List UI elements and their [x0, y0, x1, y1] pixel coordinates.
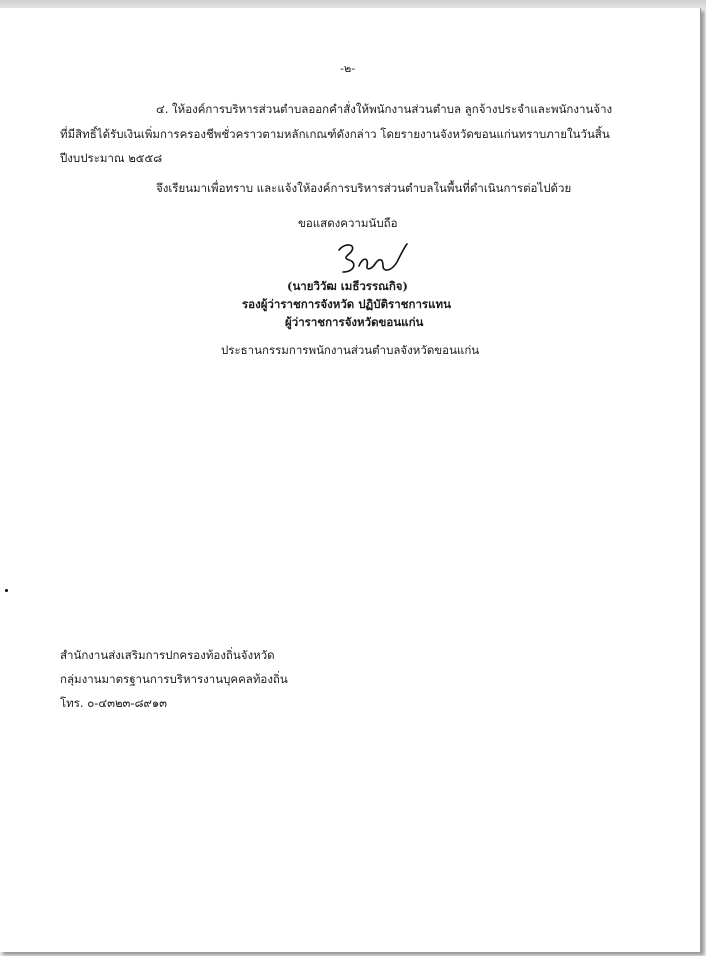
- paragraph-4-line-3: ปีงบประมาณ ๒๕๕๘: [60, 151, 163, 165]
- office-phone: โทร. ๐-๔๓๒๓-๘๙๑๓: [60, 696, 168, 710]
- signer-name: (นายวิวัฒ เมธีวรรณกิจ): [287, 279, 408, 293]
- signer-position-governor: ผู้ว่าราชการจังหวัดขอนแก่น: [285, 315, 424, 329]
- page-number: -๒-: [340, 62, 356, 75]
- paragraph-4-line-1: ๔. ให้องค์การบริหารส่วนตำบลออกคำสั่งให้พนักงานส่วนตำบล ลูกจ้างประจำและพนักงานจ้าง: [156, 102, 613, 116]
- signer-position-chairman: ประธานกรรมการพนักงานส่วนตำบลจังหวัดขอนแก่น: [221, 343, 480, 357]
- document-page: [0, 8, 701, 952]
- office-department: กลุ่มงานมาตรฐานการบริหารงานบุคคลท้องถิ่น: [60, 672, 288, 686]
- viewer-top-edge: [0, 0, 706, 8]
- closing-salutation: ขอแสดงความนับถือ: [298, 216, 398, 230]
- request-line: จึงเรียนมาเพื่อทราบ และแจ้งให้องค์การบริหารส่วนตำบลในพื้นที่ดำเนินการต่อไปด้วย: [156, 181, 572, 195]
- paragraph-4-line-2: ที่มีสิทธิ์ได้รับเงินเพิ่มการครองชีพชั่วคราวตามหลักเกณฑ์ดังกล่าว โดยรายงานจังหวัดขอนแก่นทราบภายในวันสิ้น: [60, 127, 610, 141]
- office-name: สำนักงานส่งเสริมการปกครองท้องถิ่นจังหวัด: [60, 648, 275, 662]
- handwritten-signature: [335, 236, 415, 280]
- stray-dot: [5, 589, 8, 592]
- signer-position-deputy: รองผู้ว่าราชการจังหวัด ปฏิบัติราชการแทน: [242, 297, 451, 311]
